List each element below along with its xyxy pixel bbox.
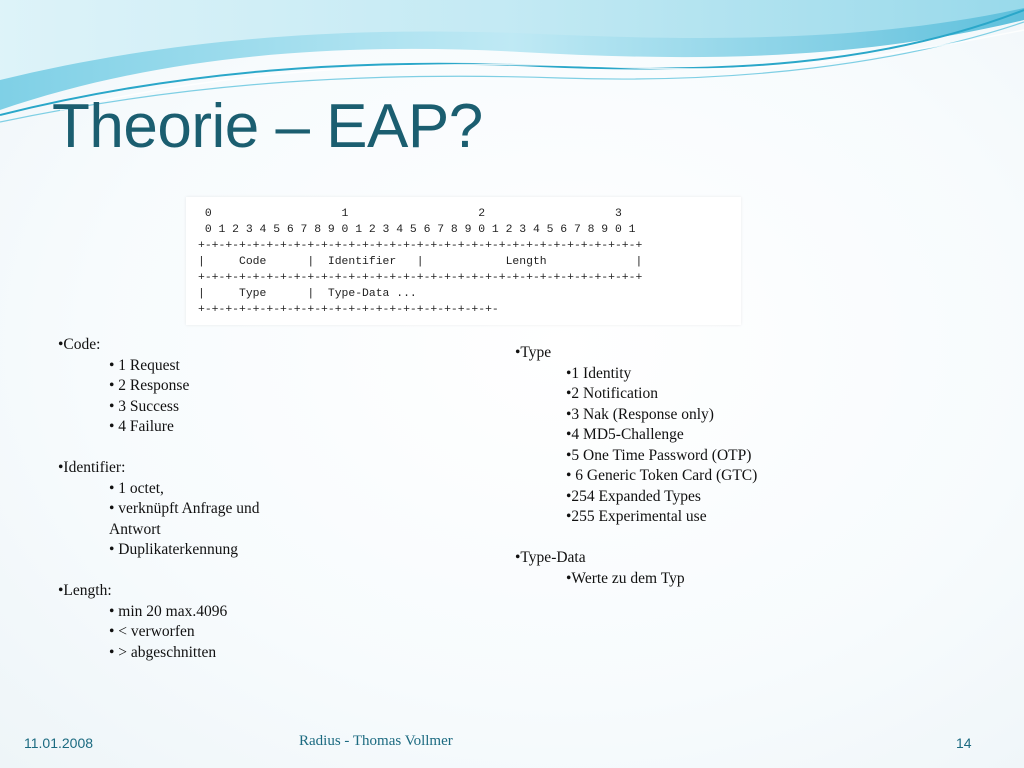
spacer <box>58 438 358 459</box>
right-bullet-column <box>515 343 845 589</box>
typedata-heading: •Type-Data <box>515 549 586 566</box>
type-item: •2 Notification <box>566 385 658 402</box>
identifier-item: • verknüpft Anfrage und <box>109 500 260 517</box>
code-item: • 3 Success <box>109 397 179 415</box>
footer-page-number: 14 <box>956 735 972 751</box>
footer-date: 11.01.2008 <box>24 735 94 751</box>
length-item: • min 20 max.4096 <box>109 602 228 620</box>
type-item: •1 Identity <box>566 364 632 382</box>
code-heading: •Code: <box>58 336 101 353</box>
identifier-heading: •Identifier: <box>58 459 126 476</box>
code-item: • 2 Response <box>109 377 190 394</box>
typedata-item: •Werte zu dem Typ <box>566 569 685 587</box>
diagram-line: | Type | Type-Data ... <box>198 288 417 300</box>
diagram-line: +-+-+-+-+-+-+-+-+-+-+-+-+-+-+-+-+-+-+-+-+-+-+-+-+-+-+-+-+-+-+-+-+ <box>198 272 643 284</box>
spacer <box>58 561 358 582</box>
length-heading: •Length: <box>58 582 112 599</box>
type-item: •254 Expanded Types <box>566 487 701 505</box>
identifier-item: • 1 octet, <box>109 479 164 497</box>
type-item: •4 MD5-Challenge <box>566 426 684 443</box>
type-item: •5 One Time Password (OTP) <box>566 446 752 464</box>
footer-presenter: Radius - Thomas Vollmer <box>299 733 453 749</box>
type-heading: •Type <box>515 344 552 361</box>
slide-title: Theorie – EAP? <box>52 92 483 161</box>
eap-packet-diagram <box>186 197 741 325</box>
type-item: •3 Nak (Response only) <box>566 405 714 423</box>
spacer <box>515 528 845 549</box>
diagram-line: 0 1 2 3 <box>198 208 622 220</box>
left-bullet-column <box>58 335 358 663</box>
identifier-item: • Duplikaterkennung <box>109 541 238 558</box>
diagram-box <box>186 197 741 325</box>
diagram-line: +-+-+-+-+-+-+-+-+-+-+-+-+-+-+-+-+-+-+-+-+-+-+-+-+-+-+-+-+-+-+-+-+ <box>198 240 643 252</box>
diagram-line: | Code | Identifier | Length | <box>198 256 643 268</box>
diagram-text <box>198 206 642 318</box>
diagram-line: +-+-+-+-+-+-+-+-+-+-+-+-+-+-+-+-+-+-+-+-+-+- <box>198 304 499 316</box>
code-item: • 1 Request <box>109 356 180 374</box>
type-item: •255 Experimental use <box>566 508 707 525</box>
length-item: • < verworfen <box>109 623 195 640</box>
type-item: • 6 Generic Token Card (GTC) <box>566 467 758 484</box>
identifier-item: Antwort <box>109 520 161 538</box>
diagram-line: 0 1 2 3 4 5 6 7 8 9 0 1 2 3 4 5 6 7 8 9 0 1 2 3 4 5 6 7 8 9 0 1 <box>198 224 636 236</box>
code-item: • 4 Failure <box>109 418 174 435</box>
length-item: • > abgeschnitten <box>109 643 217 661</box>
